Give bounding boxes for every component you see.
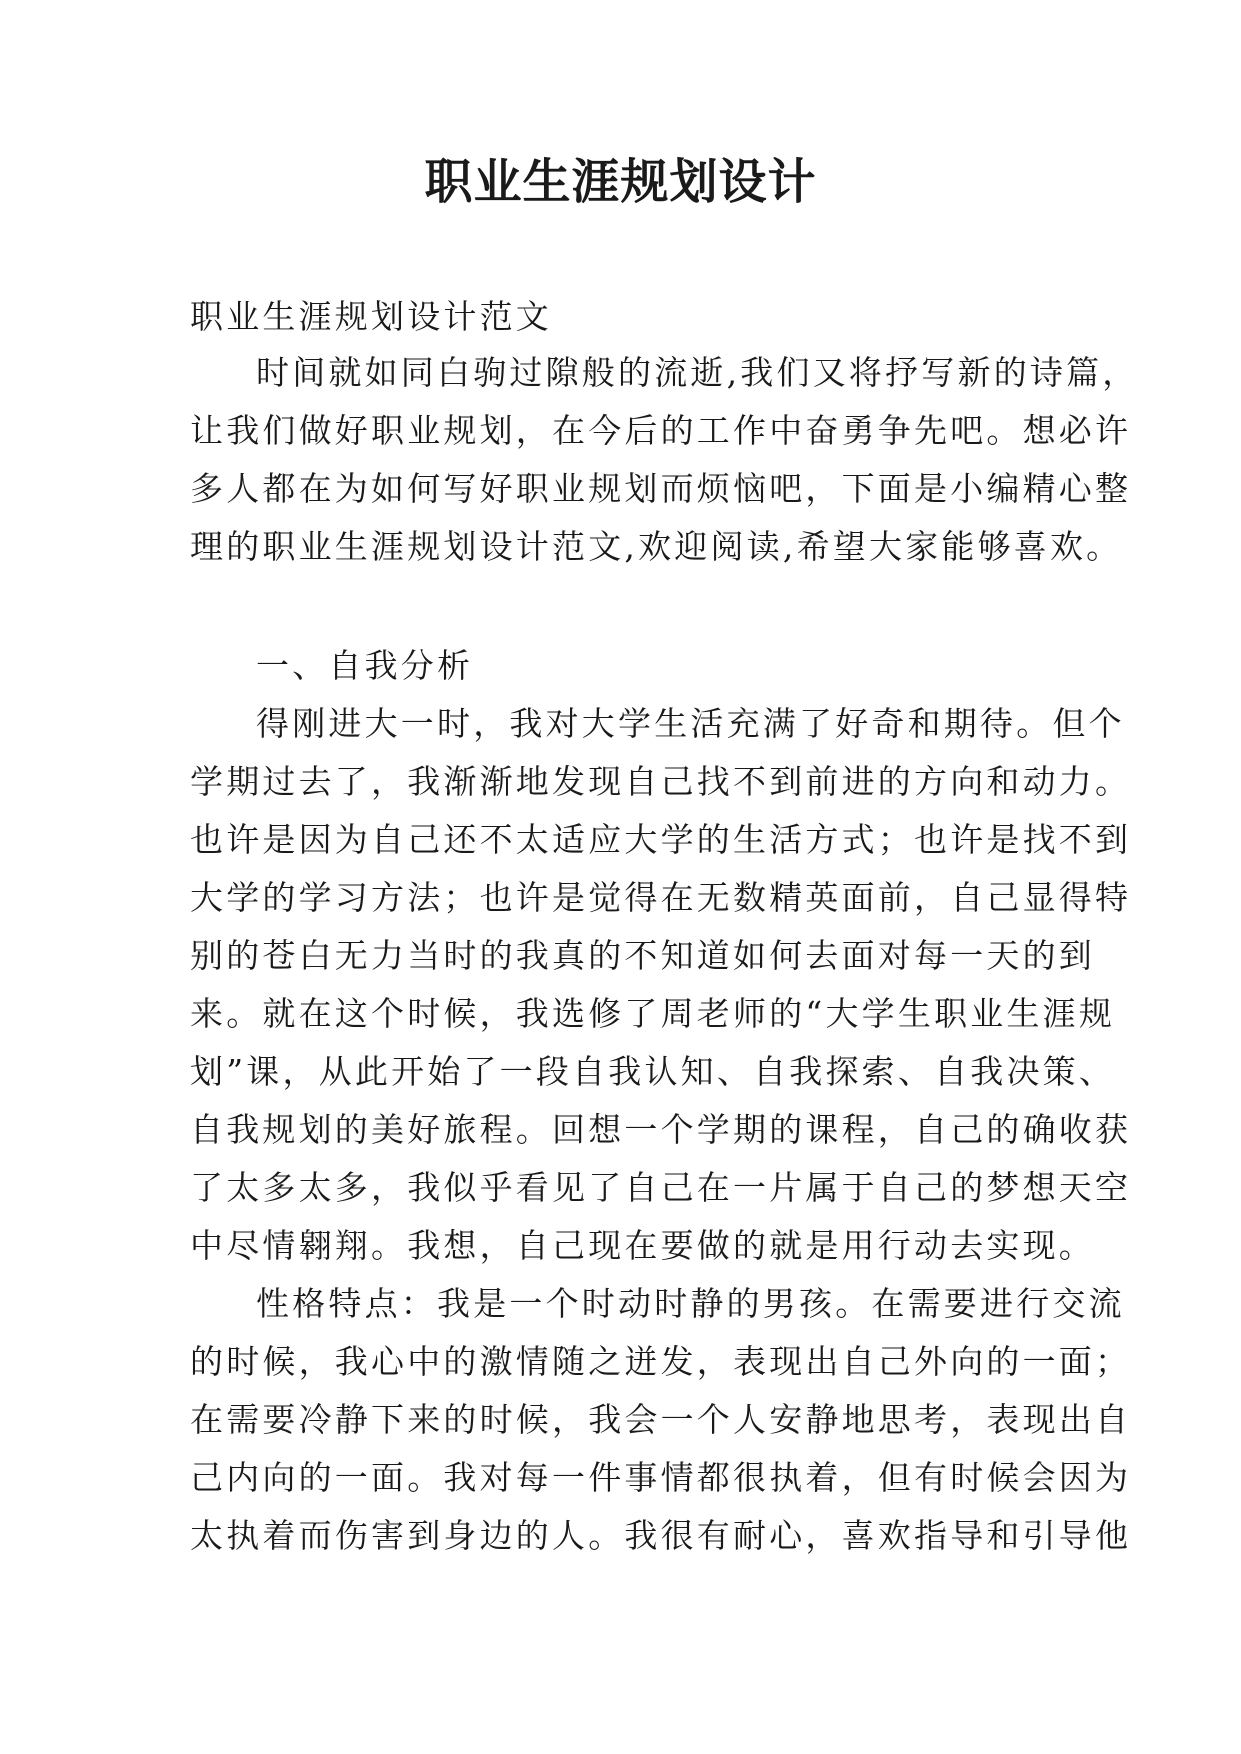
intro-paragraph <box>190 344 1139 576</box>
self-analysis-paragraph <box>190 695 1132 1275</box>
intro-line: 让我们做好职业规划，在今后的工作中奋勇争先吧。想必许 <box>190 411 1132 450</box>
paragraph-line: 了太多太多，我似乎看见了自己在一片属于自己的梦想天空 <box>190 1168 1132 1207</box>
intro-line: 时间就如同白驹过隙般的流逝,我们又将抒写新的诗篇， <box>256 353 1139 392</box>
document-subtitle <box>190 288 1070 346</box>
subtitle-text: 职业生涯规划设计范文 <box>190 297 552 336</box>
intro-line: 理的职业生涯规划设计范文,欢迎阅读,希望大家能够喜欢。 <box>190 527 1123 566</box>
paragraph-line: 性格特点：我是一个时动时静的男孩。在需要进行交流 <box>256 1284 1125 1323</box>
paragraph-line: 的时候，我心中的激情随之迸发，表现出自己外向的一面； <box>190 1342 1132 1381</box>
paragraph-line: 在需要冷静下来的时候，我会一个人安静地思考，表现出自 <box>190 1400 1132 1439</box>
paragraph-line: 得刚进大一时，我对大学生活充满了好奇和期待。但个 <box>256 704 1125 743</box>
intro-line: 多人都在为如何写好职业规划而烦恼吧，下面是小编精心整 <box>190 469 1132 508</box>
paragraph-line: 划”课，从此开始了一段自我认知、自我探索、自我决策、 <box>190 1052 1116 1091</box>
personality-paragraph <box>190 1275 1132 1565</box>
paragraph-line: 太执着而伤害到身边的人。我很有耐心，喜欢指导和引导他 <box>190 1516 1132 1555</box>
paragraph-line: 学期过去了，我渐渐地发现自己找不到前进的方向和动力。 <box>190 762 1132 801</box>
paragraph-line: 自我规划的美好旅程。回想一个学期的课程，自己的确收获 <box>190 1110 1132 1149</box>
paragraph-line: 中尽情翱翔。我想，自己现在要做的就是用行动去实现。 <box>190 1226 1095 1265</box>
paragraph-line: 大学的学习方法；也许是觉得在无数精英面前，自己显得特 <box>190 878 1132 917</box>
paragraph-line: 己内向的一面。我对每一件事情都很执着，但有时候会因为 <box>190 1458 1132 1497</box>
paragraph-line: 也许是因为自己还不太适应大学的生活方式；也许是找不到 <box>190 820 1132 859</box>
self-analysis-section <box>190 637 1132 1565</box>
paragraph-line: 别的苍白无力当时的我真的不知道如何去面对每一天的到 <box>190 936 1095 975</box>
section-heading: 一、自我分析 <box>256 646 474 685</box>
paragraph-line: 来。就在这个时候，我选修了周老师的“大学生职业生涯规 <box>190 994 1116 1033</box>
document-title: 职业生涯规划设计 <box>424 154 817 210</box>
